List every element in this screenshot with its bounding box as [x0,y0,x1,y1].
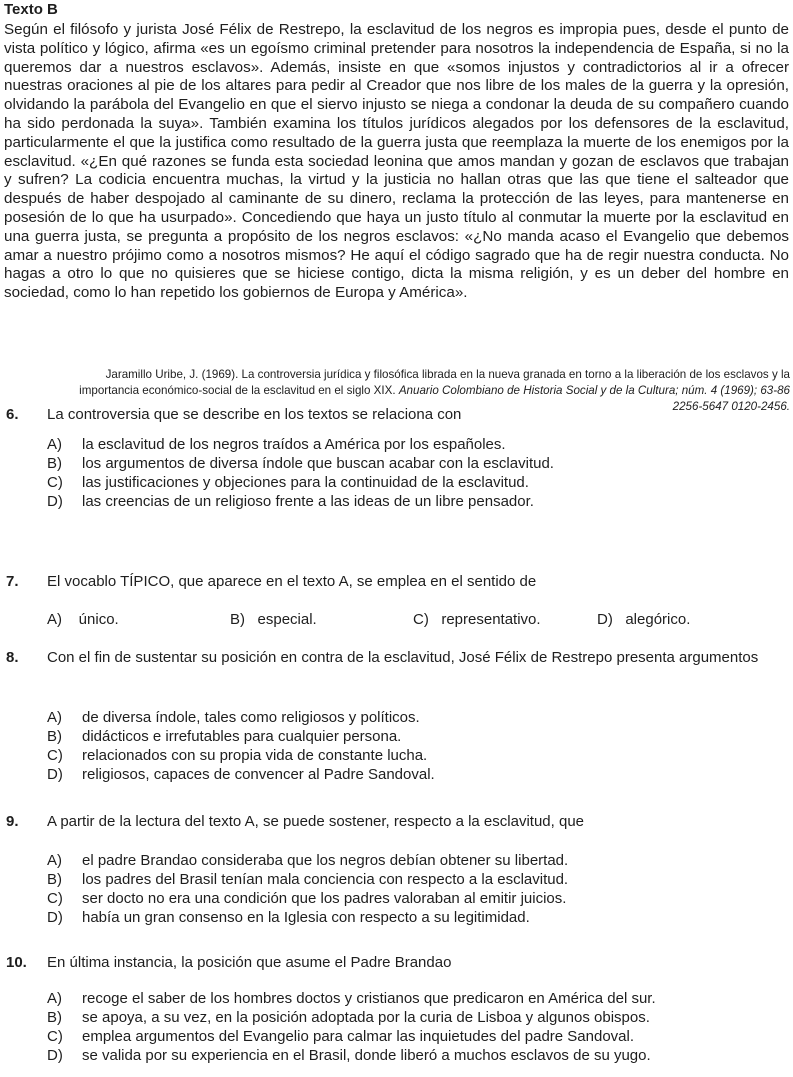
option-letter: B) [230,611,245,628]
option-letter: D) [47,766,63,783]
option-text: los padres del Brasil tenían mala conciencia con respecto a la esclavitud. [82,871,569,888]
option-text: alegórico. [625,611,691,628]
option-text: el padre Brandao consideraba que los negros debían obtener su libertad. [82,852,569,869]
option-text: recoge el saber de los hombres doctos y cristianos que predicaron en América del sur. [82,990,656,1007]
option-a[interactable] [47,851,789,870]
answer-options [47,610,789,630]
option-letter: A) [47,709,62,726]
citation-journal: Anuario Colombiano de Historia Social y de la Cultura; núm. 4 (1969); 63-86 2256-5647 0120-2456. [398,384,790,413]
option-letter: D) [47,1047,63,1064]
option-letter: B) [47,1009,62,1026]
option-a[interactable] [47,708,789,727]
option-letter: C) [413,611,429,628]
option-letter: A) [47,436,62,453]
option-d[interactable] [47,1046,789,1065]
option-text: se valida por su experiencia en el Brasil, donde liberó a muchos esclavos de su yugo. [82,1047,651,1064]
option-letter: C) [47,890,63,907]
option-d[interactable] [597,610,690,630]
question-stem: A partir de la lectura del texto A, se puede sostener, respecto a la esclavitud, que [47,813,584,830]
option-c[interactable] [47,1027,789,1046]
option-b[interactable] [47,727,789,746]
option-b[interactable] [47,454,789,473]
question-number: 9. [6,813,19,830]
citation-reference: Jaramillo Uribe, J. (1969). La controversia jurídica y filosófica librada en la nueva granada en torno a la liberación de los esclavos y la importancia económico-social de la esclavitud en el siglo XIX. [79,368,790,397]
option-letter: B) [47,455,62,472]
answer-options [47,435,789,511]
option-letter: D) [597,611,613,628]
question-stem: La controversia que se describe en los textos se relaciona con [47,406,462,423]
option-letter: C) [47,1028,63,1045]
option-letter: B) [47,871,62,888]
option-c[interactable] [47,473,789,492]
option-letter: C) [47,747,63,764]
answer-options [47,851,789,927]
option-letter: D) [47,493,63,510]
option-text: las creencias de un religioso frente a las ideas de un libre pensador. [82,493,534,510]
option-b[interactable] [230,610,317,630]
option-text: religiosos, capaces de convencer al Padre Sandoval. [82,766,435,783]
option-c[interactable] [47,889,789,908]
option-letter: A) [47,611,62,628]
option-c[interactable] [413,610,541,630]
option-text: didácticos e irrefutables para cualquier persona. [82,728,402,745]
option-text: había un gran consenso en la Iglesia con respecto a su legitimidad. [82,909,530,926]
option-d[interactable] [47,765,789,784]
option-a[interactable] [47,435,789,454]
option-text: único. [78,611,119,628]
option-b[interactable] [47,870,789,889]
question-number: 10. [6,954,27,971]
question-number: 6. [6,406,19,423]
option-letter: D) [47,909,63,926]
question-number: 7. [6,573,19,590]
option-text: especial. [257,611,317,628]
answer-options [47,708,789,784]
question-stem: El vocablo TÍPICO, que aparece en el texto A, se emplea en el sentido de [47,573,537,590]
answer-options [47,989,789,1065]
option-letter: A) [47,990,62,1007]
option-text: emplea argumentos del Evangelio para calmar las inquietudes del padre Sandoval. [82,1028,635,1045]
option-d[interactable] [47,908,789,927]
option-text: se apoya, a su vez, en la posición adoptada por la curia de Lisboa y algunos obispos. [82,1009,650,1026]
option-text: los argumentos de diversa índole que buscan acabar con la esclavitud. [82,455,554,472]
option-letter: A) [47,852,62,869]
passage-body: Según el filósofo y jurista José Félix de Restrepo, la esclavitud de los negros es impropia pues, desde el punto de vista político y lógico, afirma «es un egoísmo criminal pretender para nosotros la independencia de España, si no la queremos dar a nuestros esclavos». Además, insiste en que «somos injustos y contradictorios al ir a ofrecer nuestras oraciones al pie de los altares para pedir al Creador que nos libre de los males de la guerra y la opresión, olvidando la parábola del Evangelio en que el siervo injusto se niega a condonar la deuda de su compañero cuando ha sido perdonada la suya». También examina los títulos jurídicos alegados por los defensores de la esclavitud, particularmente el que la justifica como resultado de la guerra justa que reemplaza la muerte de los enemigos por la esclavitud. «¿En qué razones se funda esta sociedad leonina que amos mandan y gozan de esclavos que trabajan y sufren? La codicia encuentra muchas, la virtud y la justicia no hallan otras que las que tiene el salteador que después de haber despojado al caminante de su dinero, reclama la protección de las leyes, para mantenerse en posesión de lo que ha usurpado». Concediendo que haya un justo título al conmutar la muerte por la esclavitud en una guerra justa, se pregunta a propósito de los negros esclavos: «¿No manda acaso el Evangelio que debemos amar a nuestro prójimo como a nosotros mismos? He aquí el código sagrado que ha de regir nuestra conducta. No hagas a otro lo que no quisieres que se hiciese contigo, dicta la misma religión, y es un deber del hombre en sociedad, como lo han repetido los gobiernos de Europa y América». [4,21,789,302]
option-letter: B) [47,728,62,745]
option-text: las justificaciones y objeciones para la continuidad de la esclavitud. [82,474,529,491]
option-text: la esclavitud de los negros traídos a América por los españoles. [82,436,506,453]
option-a[interactable] [47,610,119,630]
question-stem: En última instancia, la posición que asume el Padre Brandao [47,954,452,971]
option-d[interactable] [47,492,789,511]
option-b[interactable] [47,1008,789,1027]
option-text: relacionados con su propia vida de constante lucha. [82,747,428,764]
option-text: representativo. [441,611,541,628]
option-a[interactable] [47,989,789,1008]
passage-title: Texto B [4,1,58,18]
question-stem: Con el fin de sustentar su posición en contra de la esclavitud, José Félix de Restrepo presenta argumentos [47,649,759,666]
option-text: ser docto no era una condición que los padres valoraban al emitir juicios. [82,890,567,907]
option-letter: C) [47,474,63,491]
question-number: 8. [6,649,19,666]
option-text: de diversa índole, tales como religiosos y políticos. [82,709,420,726]
option-c[interactable] [47,746,789,765]
